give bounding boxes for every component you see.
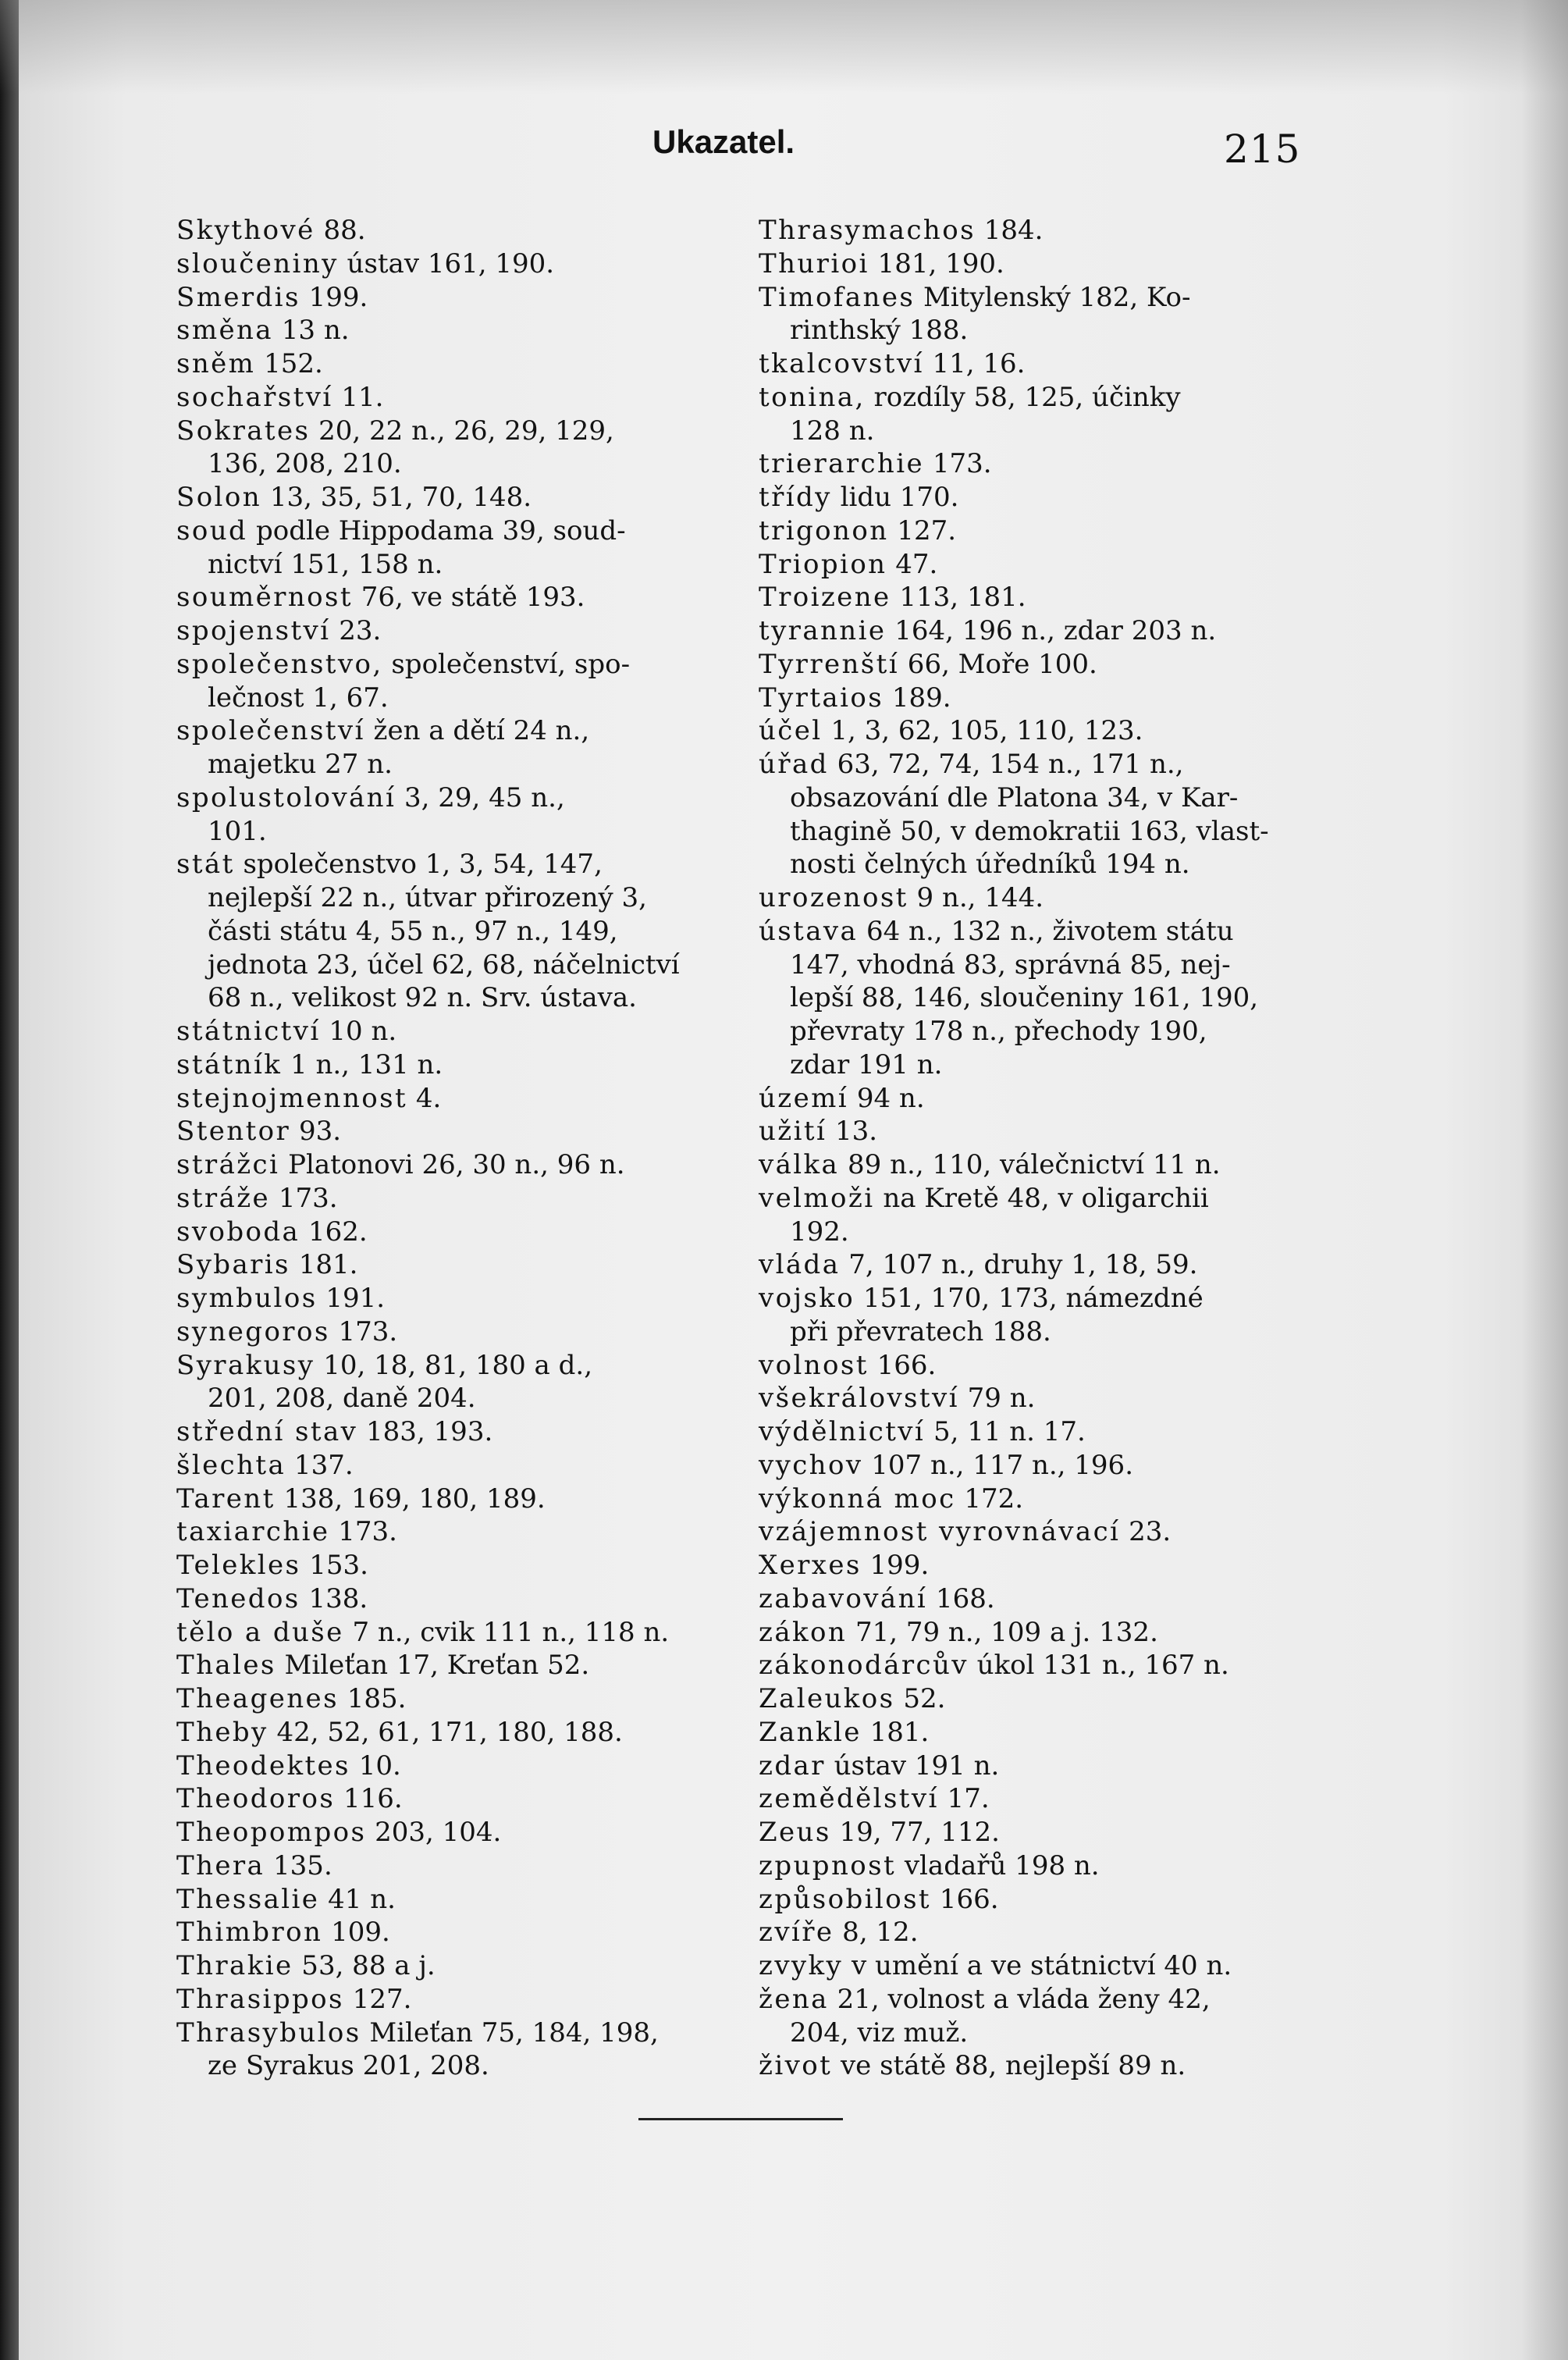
index-entry bbox=[176, 415, 738, 482]
index-headword: vychov bbox=[759, 1449, 863, 1481]
index-entry bbox=[759, 447, 1321, 481]
index-entry bbox=[759, 2049, 1321, 2083]
index-references: 3, 29, 45 n., bbox=[396, 781, 565, 813]
index-references: 13, 35, 51, 70, 148. bbox=[261, 482, 532, 513]
index-headword: Sybaris bbox=[176, 1249, 290, 1281]
index-headword: střední stav bbox=[176, 1416, 358, 1447]
index-references: 11. bbox=[332, 381, 384, 413]
index-entry bbox=[759, 1782, 1321, 1816]
index-entry bbox=[176, 214, 738, 247]
index-references: 4. bbox=[407, 1082, 442, 1114]
index-headword: vzájemnost vyrovnávací bbox=[759, 1516, 1121, 1548]
index-headword: synegoros bbox=[176, 1315, 330, 1347]
index-entry bbox=[176, 1115, 738, 1148]
index-references: 184. bbox=[975, 215, 1044, 246]
index-entry bbox=[176, 848, 738, 1015]
index-entry bbox=[176, 1750, 738, 1783]
index-references: 93. bbox=[290, 1116, 342, 1148]
index-references: 66, Moře 100. bbox=[899, 648, 1097, 680]
index-headword: trigonon bbox=[759, 514, 889, 546]
index-references-continued: 192. bbox=[790, 1216, 849, 1248]
index-headword: Zeus bbox=[759, 1817, 831, 1848]
index-entry bbox=[176, 314, 738, 347]
index-headword: taxiarchie bbox=[176, 1516, 330, 1548]
index-headword: sochařství bbox=[176, 381, 333, 413]
index-references: 71, 79 n., 109 a j. 132. bbox=[847, 1616, 1158, 1648]
index-references-continued: rinthský 188. bbox=[790, 315, 969, 347]
index-headword: zpupnost bbox=[759, 1849, 897, 1881]
index-references: 94 n. bbox=[848, 1082, 925, 1114]
index-references: 7 n., cvik 111 n., 118 n. bbox=[343, 1616, 670, 1648]
index-headword: velmoži bbox=[759, 1182, 875, 1214]
index-references: 53, 88 a j. bbox=[293, 1950, 436, 1981]
index-headword: zákon bbox=[759, 1616, 848, 1648]
index-references-continued: ze Syrakus 201, 208. bbox=[208, 2050, 489, 2082]
index-entry bbox=[176, 1449, 738, 1483]
index-references: 127. bbox=[343, 1983, 412, 2015]
index-references: 5, 11 n. 17. bbox=[925, 1416, 1086, 1447]
index-headword: území bbox=[759, 1082, 849, 1114]
index-headword: účel bbox=[759, 715, 823, 747]
index-references: 162. bbox=[300, 1216, 368, 1248]
index-headword: zemědělství bbox=[759, 1783, 939, 1815]
index-entry bbox=[759, 1983, 1321, 2050]
index-references: 199. bbox=[300, 281, 368, 313]
index-entry bbox=[759, 1415, 1321, 1449]
index-headword: šlechta bbox=[176, 1449, 286, 1481]
index-references: společenství, spo- bbox=[382, 648, 631, 680]
index-entry bbox=[759, 881, 1321, 915]
index-entry bbox=[176, 281, 738, 315]
index-references: 8, 12. bbox=[834, 1917, 919, 1949]
index-references-continued: nejlepší 22 n., útvar přirozený 3, bbox=[208, 882, 647, 913]
index-headword: státník bbox=[176, 1048, 283, 1080]
index-references: 10. bbox=[350, 1750, 401, 1782]
index-entry bbox=[759, 1349, 1321, 1383]
index-references: Mileťan 17, Kreťan 52. bbox=[276, 1650, 590, 1682]
index-entry bbox=[759, 247, 1321, 281]
index-headword: Thrasymachos bbox=[759, 215, 976, 246]
index-headword: výkonná moc bbox=[759, 1483, 956, 1515]
index-references: 89 n., 110, válečnictví 11 n. bbox=[839, 1149, 1221, 1180]
index-references-continued: 68 n., velikost 92 n. Srv. ústava. bbox=[208, 982, 637, 1014]
index-entry bbox=[176, 1483, 738, 1516]
index-references: 64 n., 132 n., životem státu bbox=[858, 915, 1234, 947]
index-entry bbox=[759, 281, 1321, 348]
index-references-continued: nosti čelných úředníků 194 n. bbox=[790, 849, 1190, 881]
index-headword: způsobilost bbox=[759, 1883, 931, 1915]
index-headword: Telekles bbox=[176, 1550, 301, 1581]
index-entry bbox=[759, 1616, 1321, 1650]
index-headword: Thales bbox=[176, 1650, 276, 1682]
index-references: žen a dětí 24 n., bbox=[364, 715, 590, 747]
index-entry bbox=[759, 714, 1321, 748]
index-references-continued: 136, 208, 210. bbox=[208, 448, 402, 480]
index-headword: Thessalie bbox=[176, 1883, 320, 1915]
index-headword: spolustolování bbox=[176, 781, 396, 813]
index-references: Mileťan 75, 184, 198, bbox=[361, 2017, 659, 2049]
index-headword: strážci bbox=[176, 1149, 280, 1180]
index-headword: výdělnictví bbox=[759, 1416, 926, 1447]
index-references: 116. bbox=[335, 1783, 403, 1815]
index-references: 19, 77, 112. bbox=[830, 1817, 1000, 1848]
index-references: úkol 131 n., 167 n. bbox=[968, 1650, 1229, 1682]
index-entry bbox=[759, 748, 1321, 881]
index-headword: zabavování bbox=[759, 1582, 928, 1614]
index-references: 181, 190. bbox=[869, 247, 1004, 279]
index-references: 10 n. bbox=[320, 1016, 397, 1047]
running-head: Ukazatel. bbox=[652, 123, 795, 160]
index-references: na Kretě 48, v oligarchii bbox=[874, 1182, 1209, 1214]
index-references: ústav 161, 190. bbox=[338, 247, 555, 279]
index-headword: Smerdis bbox=[176, 281, 300, 313]
index-references: 181. bbox=[290, 1249, 358, 1281]
index-references: 183, 193. bbox=[357, 1416, 493, 1447]
index-headword: ústava bbox=[759, 915, 859, 947]
index-references: 137. bbox=[286, 1449, 354, 1481]
index-references: 42, 52, 61, 171, 180, 188. bbox=[268, 1716, 623, 1748]
index-entry bbox=[176, 1883, 738, 1917]
index-references-continued: lepší 88, 146, sloučeniny 161, 190, bbox=[790, 982, 1259, 1014]
index-references: 181. bbox=[861, 1716, 930, 1748]
index-references-continued: převraty 178 n., přechody 190, bbox=[790, 1016, 1207, 1047]
index-entry bbox=[176, 347, 738, 381]
index-references: 17. bbox=[938, 1783, 990, 1815]
index-references-continued: 147, vhodná 83, správná 85, nej- bbox=[790, 949, 1231, 981]
index-headword: svoboda bbox=[176, 1216, 300, 1248]
index-headword: žena bbox=[759, 1983, 829, 2015]
index-entry bbox=[176, 1015, 738, 1048]
index-headword: Xerxes bbox=[759, 1550, 862, 1581]
index-entry bbox=[176, 1582, 738, 1616]
index-references-continued: nictví 151, 158 n. bbox=[208, 548, 443, 580]
index-entry bbox=[759, 1849, 1321, 1883]
index-headword: společenství bbox=[176, 715, 365, 747]
index-headword: stejnojmennost bbox=[176, 1082, 408, 1114]
index-headword: válka bbox=[759, 1149, 840, 1180]
index-entry bbox=[176, 781, 738, 849]
index-entry bbox=[759, 1449, 1321, 1483]
index-headword: Thrasybulos bbox=[176, 2017, 361, 2049]
index-headword: Theopompos bbox=[176, 1817, 367, 1848]
index-references: 138, 169, 180, 189. bbox=[275, 1483, 546, 1515]
index-entry bbox=[759, 648, 1321, 682]
index-entry bbox=[176, 714, 738, 781]
index-references: 152. bbox=[255, 348, 323, 379]
index-entry bbox=[176, 1682, 738, 1716]
index-headword: Tarent bbox=[176, 1483, 276, 1515]
index-headword: Timofanes bbox=[759, 281, 916, 313]
index-headword: Triopion bbox=[759, 548, 887, 580]
index-entry bbox=[759, 1148, 1321, 1182]
index-references: 41 n. bbox=[319, 1883, 396, 1915]
index-headword: stát bbox=[176, 849, 235, 881]
index-entry bbox=[176, 1983, 738, 2017]
index-references: 76, ve státě 193. bbox=[352, 582, 585, 614]
index-references-continued: 204, viz muž. bbox=[790, 2017, 969, 2049]
index-references: vladařů 198 n. bbox=[896, 1849, 1100, 1881]
index-entry bbox=[176, 1216, 738, 1249]
index-references: 13 n. bbox=[272, 315, 350, 347]
index-references: v umění a ve státnictví 40 n. bbox=[843, 1950, 1232, 1981]
index-entry bbox=[759, 682, 1321, 715]
index-references-continued: jednota 23, účel 62, 68, náčelnictví bbox=[208, 949, 680, 981]
index-entry bbox=[759, 614, 1321, 648]
index-references: 185. bbox=[338, 1683, 407, 1714]
index-entry bbox=[176, 481, 738, 514]
index-headword: Thrakie bbox=[176, 1950, 293, 1981]
index-headword: souměrnost bbox=[176, 582, 353, 614]
index-entry bbox=[176, 1282, 738, 1315]
index-entry bbox=[759, 381, 1321, 448]
index-entry bbox=[176, 514, 738, 582]
index-entry bbox=[176, 1182, 738, 1216]
index-references: 199. bbox=[861, 1550, 930, 1581]
index-references: 11, 16. bbox=[923, 348, 1026, 379]
index-references: 138. bbox=[300, 1582, 368, 1614]
index-headword: život bbox=[759, 2050, 833, 2082]
index-entry bbox=[176, 1916, 738, 1949]
index-headword: Theodektes bbox=[176, 1750, 350, 1782]
top-edge-shading bbox=[0, 0, 1568, 94]
index-references-continued: 201, 208, daně 204. bbox=[208, 1383, 476, 1415]
index-entry bbox=[176, 1515, 738, 1549]
index-references: lidu 170. bbox=[831, 482, 959, 513]
index-headword: Thurioi bbox=[759, 247, 869, 279]
index-headword: Tyrrenští bbox=[759, 648, 899, 680]
page-number: 215 bbox=[1224, 126, 1301, 172]
index-entry bbox=[759, 1682, 1321, 1716]
index-headword: všekrálovství bbox=[759, 1383, 959, 1415]
index-entry bbox=[759, 514, 1321, 548]
index-headword: Tyrtaios bbox=[759, 682, 884, 714]
index-references: 63, 72, 74, 154 n., 171 n., bbox=[828, 749, 1184, 780]
index-headword: Tenedos bbox=[176, 1582, 300, 1614]
index-entry bbox=[759, 1483, 1321, 1516]
index-headword: Troizene bbox=[759, 582, 891, 614]
index-references-continued: thagině 50, v demokratii 163, vlast- bbox=[790, 815, 1269, 847]
index-references: společenstvo 1, 3, 54, 147, bbox=[234, 849, 603, 881]
index-references: 151, 170, 173, námezdné bbox=[855, 1283, 1204, 1314]
index-entry bbox=[759, 1883, 1321, 1917]
index-entry bbox=[759, 1515, 1321, 1549]
index-entry bbox=[759, 1182, 1321, 1249]
index-entry bbox=[759, 581, 1321, 614]
index-headword: zdar bbox=[759, 1750, 826, 1782]
index-entry bbox=[176, 581, 738, 614]
right-edge-shading bbox=[1521, 0, 1568, 2360]
index-entry bbox=[759, 481, 1321, 514]
index-entry bbox=[176, 1716, 738, 1750]
index-references-continued: lečnost 1, 67. bbox=[208, 682, 389, 714]
index-references: ústav 191 n. bbox=[825, 1750, 1000, 1782]
index-entry bbox=[759, 1949, 1321, 1983]
index-entry bbox=[759, 1382, 1321, 1415]
index-entry bbox=[176, 1048, 738, 1082]
index-references: podle Hippodama 39, soud- bbox=[247, 514, 626, 546]
index-entry bbox=[176, 1082, 738, 1116]
index-references-continued: části státu 4, 55 n., 97 n., 149, bbox=[208, 915, 618, 947]
index-entry bbox=[176, 1616, 738, 1650]
index-references: 47. bbox=[887, 548, 938, 580]
index-entry bbox=[759, 1115, 1321, 1148]
index-headword: tkalcovství bbox=[759, 348, 924, 379]
index-entry bbox=[176, 1315, 738, 1349]
index-entry bbox=[176, 1148, 738, 1182]
index-references-continued: zdar 191 n. bbox=[790, 1048, 943, 1080]
index-entry bbox=[176, 1949, 738, 1983]
index-headword: zvyky bbox=[759, 1950, 844, 1981]
index-references: 79 n. bbox=[958, 1383, 1036, 1415]
index-references: Mitylenský 182, Ko- bbox=[915, 281, 1191, 313]
index-column-right bbox=[759, 214, 1321, 2083]
index-headword: sloučeniny bbox=[176, 247, 339, 279]
index-references: 10, 18, 81, 180 a d., bbox=[315, 1349, 592, 1381]
index-references: 113, 181. bbox=[891, 582, 1026, 614]
index-references: 20, 22 n., 26, 29, 129, bbox=[310, 415, 614, 447]
index-entry bbox=[759, 1916, 1321, 1949]
index-references: rozdíly 58, 125, účinky bbox=[865, 381, 1181, 413]
index-references: 173. bbox=[924, 448, 992, 480]
index-entry bbox=[176, 381, 738, 415]
index-headword: Theagenes bbox=[176, 1683, 339, 1714]
index-references: 1, 3, 62, 105, 110, 123. bbox=[822, 715, 1143, 747]
index-headword: Thimbron bbox=[176, 1917, 323, 1949]
index-headword: společenstvo, bbox=[176, 648, 383, 680]
index-references: 203, 104. bbox=[366, 1817, 502, 1848]
index-references: 164, 196 n., zdar 203 n. bbox=[886, 615, 1217, 646]
index-entry bbox=[176, 1549, 738, 1582]
index-headword: spojenství bbox=[176, 615, 331, 646]
index-entry bbox=[176, 1349, 738, 1416]
index-entry bbox=[759, 548, 1321, 582]
index-references: 127. bbox=[888, 514, 957, 546]
index-references: 52. bbox=[894, 1683, 946, 1714]
index-headword: Thera bbox=[176, 1849, 265, 1881]
index-entry bbox=[759, 1082, 1321, 1116]
index-headword: zvíře bbox=[759, 1917, 834, 1949]
index-references: 13. bbox=[827, 1116, 878, 1148]
index-entry bbox=[176, 1849, 738, 1883]
index-entry bbox=[759, 1549, 1321, 1582]
index-entry bbox=[759, 915, 1321, 1082]
index-references: 168. bbox=[927, 1582, 995, 1614]
index-headword: Skythové bbox=[176, 215, 315, 246]
index-headword: třídy bbox=[759, 482, 832, 513]
index-headword: Solon bbox=[176, 482, 262, 513]
index-entry bbox=[176, 1415, 738, 1449]
index-headword: vláda bbox=[759, 1249, 841, 1281]
index-headword: Zaleukos bbox=[759, 1683, 895, 1714]
index-entry bbox=[176, 614, 738, 648]
index-references: 109. bbox=[322, 1917, 390, 1949]
index-references: 107 n., 117 n., 196. bbox=[862, 1449, 1133, 1481]
index-references: 166. bbox=[868, 1349, 937, 1381]
index-references: 191. bbox=[317, 1283, 386, 1314]
index-entry bbox=[176, 1649, 738, 1682]
index-entry bbox=[759, 1750, 1321, 1783]
index-entry bbox=[759, 1282, 1321, 1349]
index-entry bbox=[176, 2017, 738, 2084]
index-headword: trierarchie bbox=[759, 448, 925, 480]
index-headword: úřad bbox=[759, 749, 829, 780]
index-references: 173. bbox=[270, 1182, 338, 1214]
index-references-continued: majetku 27 n. bbox=[208, 749, 393, 780]
index-headword: Zankle bbox=[759, 1716, 862, 1748]
index-references-continued: obsazování dle Platona 34, v Kar- bbox=[790, 781, 1239, 813]
index-entry bbox=[759, 1816, 1321, 1849]
index-references: 7, 107 n., druhy 1, 18, 59. bbox=[840, 1249, 1198, 1281]
index-headword: sněm bbox=[176, 348, 256, 379]
closing-rule bbox=[638, 2118, 843, 2120]
index-references: 135. bbox=[265, 1849, 332, 1881]
index-references-continued: 128 n. bbox=[790, 415, 875, 447]
index-headword: tělo a duše bbox=[176, 1616, 344, 1648]
index-entry bbox=[759, 1248, 1321, 1282]
index-references: 189. bbox=[884, 682, 951, 714]
index-headword: Thrasippos bbox=[176, 1983, 344, 2015]
index-references: 166. bbox=[931, 1883, 999, 1915]
index-entry bbox=[759, 1716, 1321, 1750]
index-references: 9 n., 144. bbox=[908, 882, 1044, 913]
index-references-continued: 101. bbox=[208, 815, 267, 847]
index-headword: urozenost bbox=[759, 882, 908, 913]
index-entry bbox=[176, 1816, 738, 1849]
index-headword: užití bbox=[759, 1116, 827, 1148]
index-headword: vojsko bbox=[759, 1283, 855, 1314]
index-headword: státnictví bbox=[176, 1016, 321, 1047]
index-headword: soud bbox=[176, 514, 248, 546]
index-column-left bbox=[176, 214, 738, 2083]
index-references: ve státě 88, nejlepší 89 n. bbox=[832, 2050, 1186, 2082]
index-references: 88. bbox=[315, 215, 366, 246]
index-headword: Stentor bbox=[176, 1116, 291, 1148]
index-headword: stráže bbox=[176, 1182, 271, 1214]
index-headword: volnost bbox=[759, 1349, 869, 1381]
index-entry bbox=[759, 1582, 1321, 1616]
index-entry bbox=[759, 214, 1321, 247]
index-entry bbox=[759, 1649, 1321, 1682]
index-references: 21, volnost a vláda ženy 42, bbox=[828, 1983, 1211, 2015]
index-headword: tonina, bbox=[759, 381, 866, 413]
index-references: 153. bbox=[300, 1550, 368, 1581]
index-headword: Sokrates bbox=[176, 415, 311, 447]
index-entry bbox=[759, 347, 1321, 381]
index-entry bbox=[176, 648, 738, 715]
index-references-continued: při převratech 188. bbox=[790, 1315, 1051, 1347]
index-headword: symbulos bbox=[176, 1283, 318, 1314]
index-entry bbox=[176, 1782, 738, 1816]
index-headword: směna bbox=[176, 315, 273, 347]
index-headword: tyrannie bbox=[759, 615, 887, 646]
index-references: Platonovi 26, 30 n., 96 n. bbox=[279, 1149, 625, 1180]
index-references: 23. bbox=[330, 615, 382, 646]
index-entry bbox=[176, 1248, 738, 1282]
index-headword: Syrakusy bbox=[176, 1349, 315, 1381]
index-references: 173. bbox=[329, 1315, 398, 1347]
index-headword: zákonodárcův bbox=[759, 1650, 969, 1682]
index-headword: Theby bbox=[176, 1716, 268, 1748]
index-references: 23. bbox=[1120, 1516, 1172, 1548]
index-headword: Theodoros bbox=[176, 1783, 336, 1815]
index-entry bbox=[176, 247, 738, 281]
index-references: 173. bbox=[329, 1516, 397, 1548]
index-references: 172. bbox=[955, 1483, 1024, 1515]
book-spine-shadow bbox=[0, 0, 19, 2360]
index-references: 1 n., 131 n. bbox=[282, 1048, 443, 1080]
